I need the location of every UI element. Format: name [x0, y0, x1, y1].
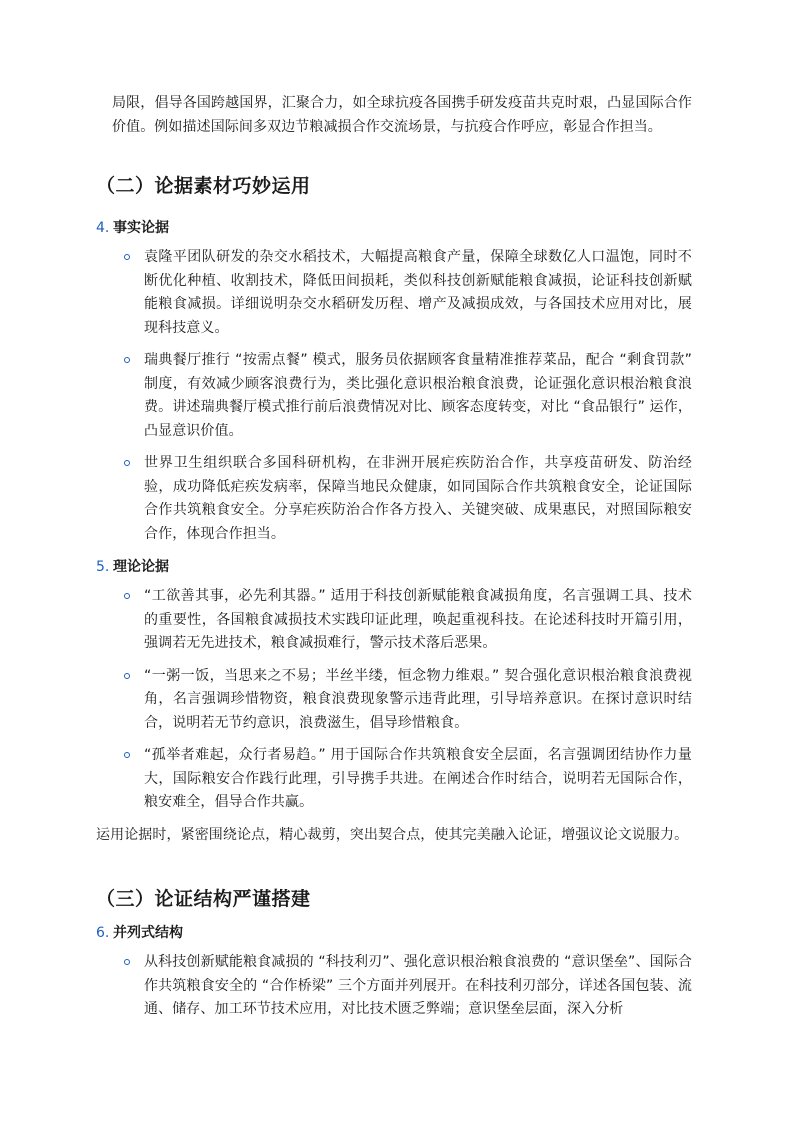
circle-bullet-icon	[124, 254, 130, 260]
circle-bullet-icon	[124, 959, 130, 965]
list-item-text: 袁隆平团队研发的杂交水稻技术，大幅提高粮食产量，保障全球数亿人口温饱，同时不断优化种植、收割技术，降低田间损耗，类似科技创新赋能粮食减损，论证科技创新赋能粮食减损。详细说明杂交水稻研发历程、增产及减损成效，与各国技术应用对比，展现科技意义。	[144, 249, 692, 336]
list-item-text: 从科技创新赋能粮食减损的 “科技利刃”、强化意识根治粮食浪费的 “意识堡垒”、国际合作共筑粮食安全的 “合作桥梁” 三个方面并列展开。在科技利刃部分，详述各国包装、流通、储存、加工环节技术应用，对比技术匮乏弊端；意识堡垒层面，深入分析	[144, 954, 692, 1017]
circle-bullet-icon	[124, 460, 130, 466]
section-heading-2: （二）论据素材巧妙运用	[96, 175, 311, 197]
list-item	[96, 246, 692, 340]
circle-bullet-icon	[124, 752, 130, 758]
list-item-text: “工欲善其事，必先利其器。” 适用于科技创新赋能粮食减损角度，名言强调工具、技术的重要性，各国粮食减损技术实践印证此理，唤起重视科技。在论述科技时开篇引用，强调若无先进技术，粮食减损难行，警示技术落后恶果。	[144, 588, 692, 651]
list-item	[96, 349, 692, 443]
list-item-text: 瑞典餐厅推行 “按需点餐” 模式，服务员依据顾客食量精准推荐菜品，配合 “剩食罚款” 制度，有效减少顾客浪费行为，类比强化意识根治粮食浪费，论证强化意识根治粮食浪费。讲述瑞典餐厅模式推行前后浪费情况对比、顾客态度转变，对比 “食品银行” 运作，凸显意识价值。	[144, 352, 692, 439]
numbered-item-6	[96, 922, 692, 942]
numbered-item-5	[96, 556, 692, 576]
numbered-item-4	[96, 217, 692, 237]
list-item-text: “一粥一饭，当思来之不易；半丝半缕，恒念物力维艰。” 契合强化意识根治粮食浪费视角，名言强调珍惜物资，粮食浪费现象警示违背此理，引导培养意识。在探讨意识时结合，说明若无节约意识，浪费滋生，倡导珍惜粮食。	[144, 667, 692, 731]
document-content	[96, 92, 692, 1022]
item-title: 事实论据	[113, 220, 169, 236]
list-item	[96, 585, 692, 656]
item-number: 6.	[96, 925, 110, 941]
closing-paragraph: 运用论据时，紧密围绕论点，精心裁剪，突出契合点，使其完美融入论证，增强议论文说服力。	[96, 826, 689, 843]
item-number: 5.	[96, 559, 110, 575]
list-item-text: “孤举者难起，众行者易趋。” 用于国际合作共筑粮食安全层面，名言强调团结协作力量大，国际粮安合作践行此理，引导携手共进。在阐述合作时结合，说明若无国际合作，粮安难全，倡导合作共赢。	[144, 747, 692, 810]
item-title: 理论论据	[113, 559, 169, 575]
circle-bullet-icon	[124, 593, 130, 599]
circle-bullet-icon	[124, 673, 130, 679]
section-heading-3: （三）论证结构严谨搭建	[96, 888, 311, 910]
list-item	[96, 665, 692, 736]
circle-bullet-icon	[124, 357, 130, 363]
intro-paragraph: 局限，倡导各国跨越国界，汇聚合力，如全球抗疫各国携手研发疫苗共克时艰，凸显国际合作价值。例如描述国际间多双边节粮减损合作交流场景，与抗疫合作呼应，彰显合作担当。	[112, 95, 692, 135]
bullet-list-4	[96, 246, 692, 546]
item-number: 4.	[96, 220, 110, 236]
bullet-list-5	[96, 585, 692, 815]
list-item-text: 世界卫生组织联合多国科研机构，在非洲开展疟疾防治合作，共享疫苗研发、防治经验，成功降低疟疾发病率，保障当地民众健康，如同国际合作共筑粮食安全，论证国际合作共筑粮食安全。分享疟疾防治合作各方投入、关键突破、成果惠民，对照国际粮安合作，体现合作担当。	[144, 455, 692, 542]
list-item	[96, 744, 692, 815]
list-item	[96, 951, 692, 1022]
list-item	[96, 452, 692, 546]
item-title: 并列式结构	[113, 925, 183, 941]
bullet-list-6	[96, 951, 692, 1022]
